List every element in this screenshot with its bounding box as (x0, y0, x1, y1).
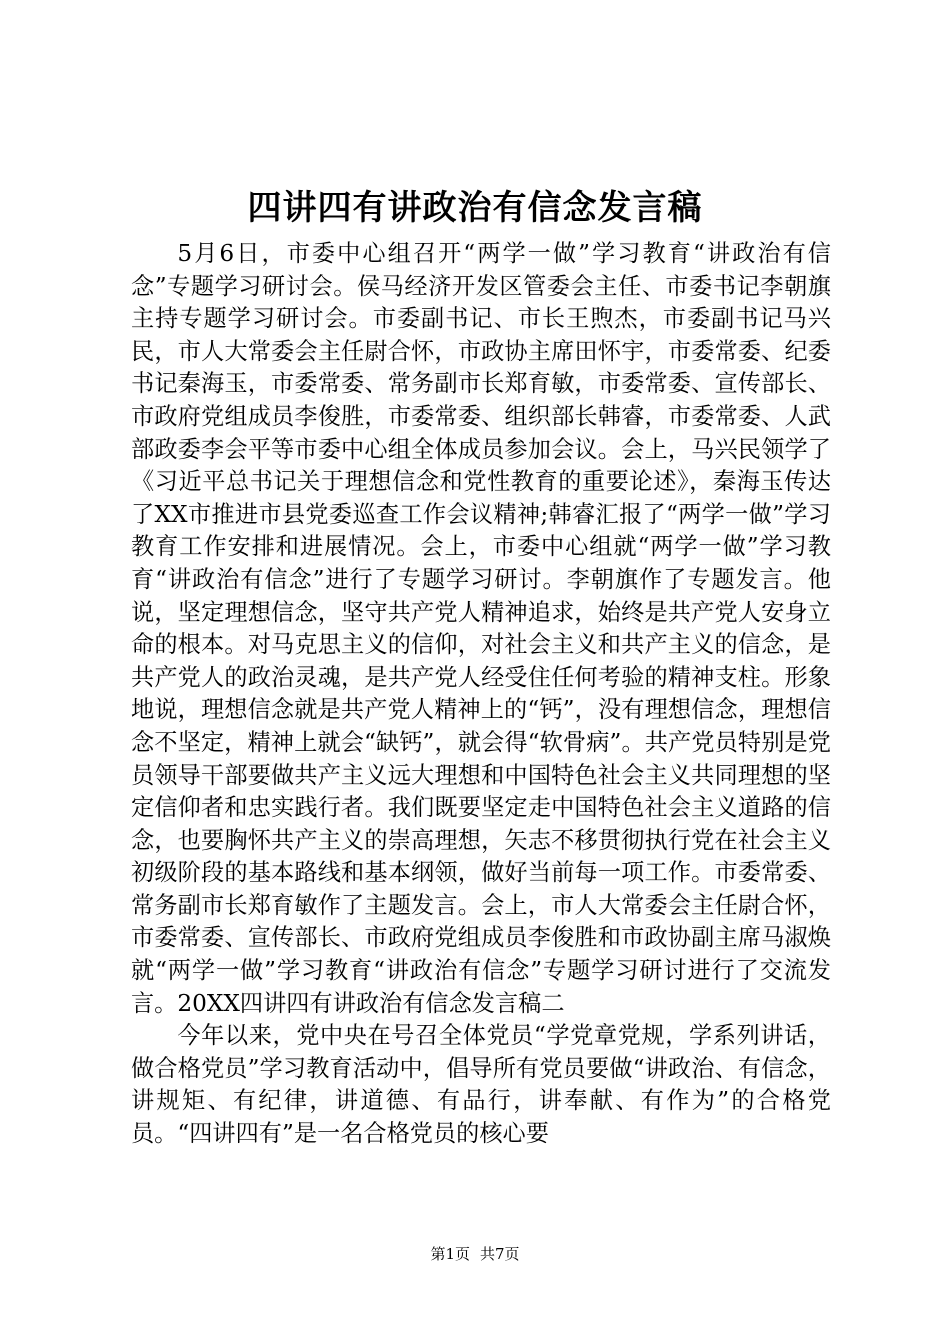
page-number-total: 共7页 (480, 1245, 520, 1263)
paragraph-1: 5月6日，市委中心组召开“两学一做”学习教育“讲政治有信念”专题学习研讨会。侯马经济开发区管委会主任、市委书记李朝旗主持专题学习研讨会。市委副书记、市长王煦杰，市委副书记马兴民，市人大常委会主任尉合怀，市政协主席田怀宇，市委常委、纪委书记秦海玉，市委常委、常务副市长郑育敏，市委常委、宣传部长、市政府党组成员李俊胜，市委常委、组织部长韩睿，市委常委、人武部政委李会平等市委中心组全体成员参加会议。会上，马兴民领学了《习近平总书记关于理想信念和党性教育的重要论述》，秦海玉传达了XX市推进市县党委巡查工作会议精神;韩睿汇报了“两学一做”学习教育工作安排和进展情况。会上，市委中心组就“两学一做”学习教育“讲政治有信念”进行了专题学习研讨。李朝旗作了专题发言。他说，坚定理想信念，坚守共产党人精神追求，始终是共产党人安身立命的根本。对马克思主义的信仰，对社会主义和共产主义的信念，是共产党人的政治灵魂，是共产党人经受住任何考验的精神支柱。形象地说，理想信念就是共产党人精神上的“钙”，没有理想信念，理想信念不坚定，精神上就会“缺钙”，就会得“软骨病”。共产党员特别是党员领导干部要做共产主义远大理想和中国特色社会主义共同理想的坚定信仰者和忠实践行者。我们既要坚定走中国特色社会主义道路的信念，也要胸怀共产主义的崇高理想，矢志不移贯彻执行党在社会主义初级阶段的基本路线和基本纲领，做好当前每一项工作。市委常委、常务副市长郑育敏作了主题发言。会上，市人大常委会主任尉合怀，市委常委、宣传部长、市政府党组成员李俊胜和市政协副主席马淑焕就“两学一做”学习教育“讲政治有信念”专题学习研讨进行了交流发言。20XX四讲四有讲政治有信念发言稿二 (131, 240, 831, 1017)
page-footer (0, 1244, 950, 1264)
paragraph-2: 今年以来，党中央在号召全体党员“学党章党规，学系列讲话，做合格党员”学习教育活动中，倡导所有党员要做“讲政治、有信念，讲规矩、有纪律，讲道德、有品行，讲奉献、有作为”的合格党员。“四讲四有”是一名合格党员的核心要 (131, 1022, 831, 1148)
page-number-current: 第1页 (430, 1245, 470, 1263)
document-title: 四讲四有讲政治有信念发言稿 (247, 188, 703, 228)
document-body (131, 238, 831, 1151)
